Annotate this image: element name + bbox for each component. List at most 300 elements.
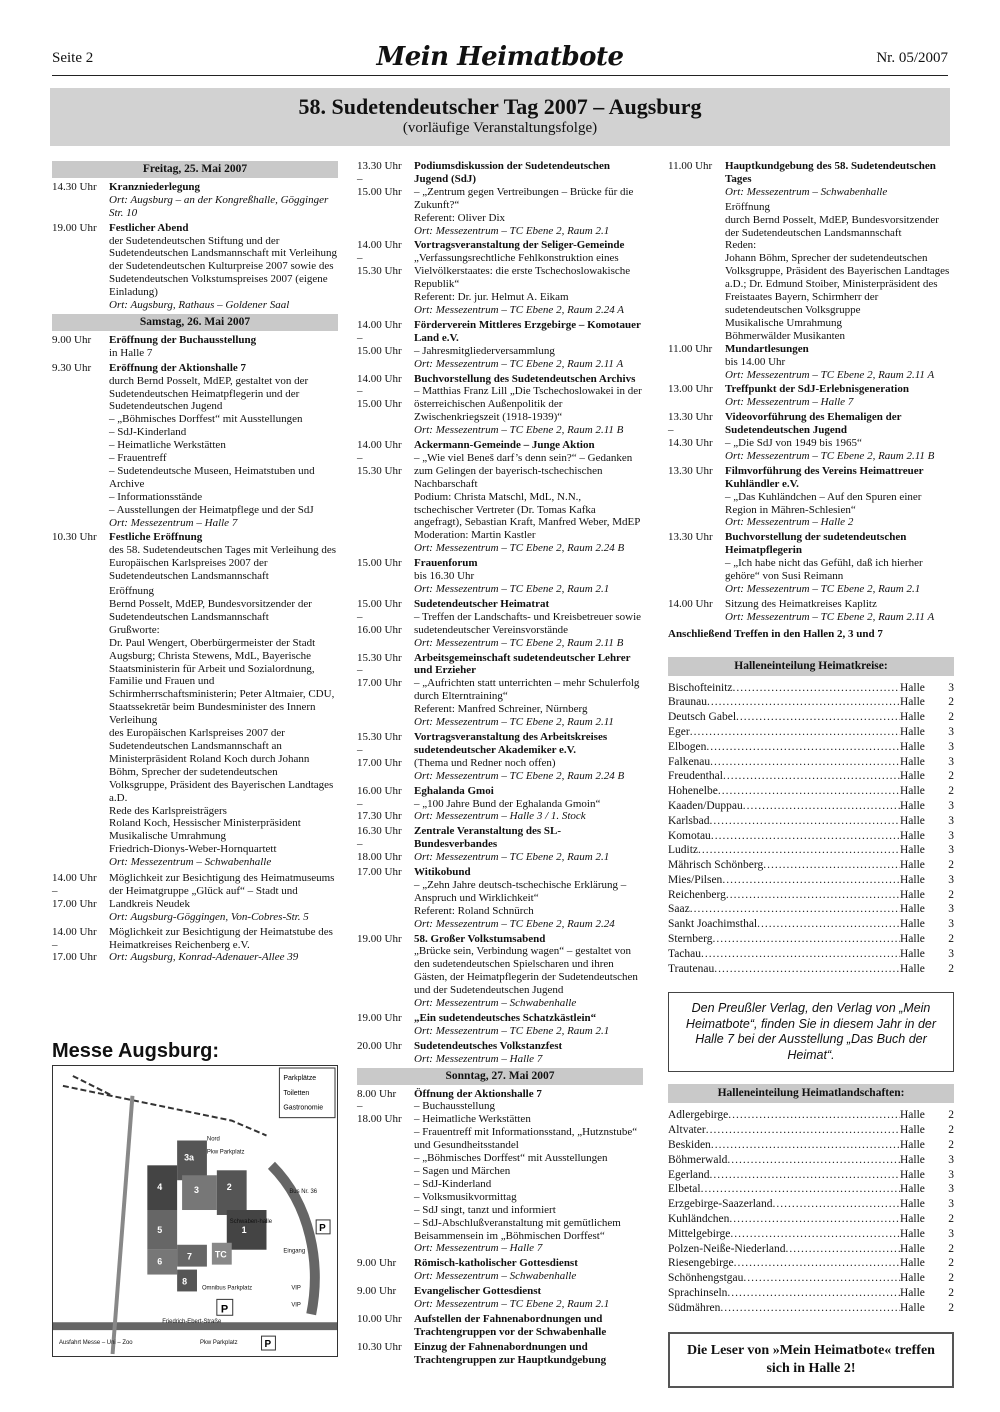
event-entry bbox=[357, 557, 643, 596]
dot-leader bbox=[727, 1153, 900, 1168]
event-entry bbox=[357, 1341, 643, 1367]
program-text: des Europäischen Karlspreises 2007 der Sudetendeutschen Landsmannschaft an Ministerpräsident Roland Koch durch Johann Böhm, Sprecher der sudetendeutschen Volksgruppe, Präsident des Bayerischen Landtages a.D. bbox=[109, 727, 334, 804]
event-time: 14.00 Uhr – 17.00 Uhr bbox=[52, 925, 97, 964]
program-subheading: Rede des Karlspreisträgers bbox=[109, 804, 227, 817]
issue-number: Nr. 05/2007 bbox=[876, 50, 948, 66]
event-body bbox=[725, 383, 954, 409]
event-location: Ort: Messezentrum – TC Ebene 2, Raum 2.11 A bbox=[414, 357, 624, 370]
hall-table-heimatkreise bbox=[668, 657, 954, 977]
program-text: Böhmerwälder Musikanten bbox=[725, 329, 846, 342]
hall-row-label: Halle bbox=[900, 785, 925, 798]
hall-row-name: Karlsbad bbox=[668, 814, 710, 827]
hall-row-name: Mittelgebirge bbox=[668, 1227, 731, 1240]
event-body bbox=[414, 1040, 643, 1066]
hall-row bbox=[668, 932, 954, 947]
event-body bbox=[414, 598, 643, 650]
event-line: – Frauentreff mit Informationsstand, „Hutznstube“ und Gesundheitsstandel bbox=[414, 1126, 638, 1152]
dot-leader bbox=[718, 784, 900, 799]
event-body bbox=[414, 1285, 643, 1311]
map-label-vip1: VIP bbox=[291, 1285, 301, 1292]
event-line: „Verfassungsrechtliche Fehlkonstruktion eines Vielvölkerstaates: die erste Tschechoslowakische Republik“ bbox=[414, 252, 631, 291]
dot-leader bbox=[713, 932, 900, 947]
hall-row-name: Schönhengstgau bbox=[668, 1272, 744, 1285]
event-line: – „Ich habe nicht das Gefühl, daß ich hierher gehöre“ von Susi Reimann bbox=[725, 557, 923, 583]
event-location: Ort: Augsburg-Göggingen, Von-Cobres-Str. 5 bbox=[109, 910, 309, 923]
event-location: Ort: Messezentrum – Halle 7 bbox=[414, 1242, 543, 1255]
event-body bbox=[109, 872, 338, 924]
event-title: Arbeitsgemeinschaft sudetendeutscher Lehrer und Erzieher bbox=[414, 651, 631, 677]
hall-row-number: 3 bbox=[948, 829, 954, 842]
hall-row-name: Sternberg bbox=[668, 933, 713, 946]
event-location: Ort: Messezentrum – TC Ebene 2, Raum 2.24 B bbox=[414, 542, 625, 555]
event-title: Frauenforum bbox=[414, 557, 478, 570]
map-label-eingang: Eingang bbox=[283, 1248, 306, 1255]
event-time: 14.00 Uhr – 15.00 Uhr bbox=[357, 318, 402, 357]
column-3 bbox=[668, 160, 954, 1388]
event-line: – Informationsstände bbox=[109, 490, 203, 503]
event-location: Ort: Messezentrum – TC Ebene 2, Raum 2.11 A bbox=[725, 368, 935, 381]
event-time: 15.30 Uhr – 17.00 Uhr bbox=[357, 730, 402, 769]
hall-row-label: Halle bbox=[900, 1227, 925, 1240]
event-line: Sitzung des Heimatkreises Kaplitz bbox=[725, 597, 877, 610]
hall-row-label: Halle bbox=[900, 947, 925, 960]
page-header bbox=[52, 42, 948, 76]
dot-leader bbox=[720, 1301, 900, 1316]
event-location: Ort: Messezentrum – TC Ebene 2, Raum 2.1 bbox=[414, 1024, 610, 1037]
event-title: Videovorführung des Ehemaligen der Sudetendeutschen Jugend bbox=[725, 411, 902, 437]
event-title: Vortragsveranstaltung der Seliger-Gemeinde bbox=[414, 239, 625, 252]
event-time: 13.30 Uhr – 15.00 Uhr bbox=[357, 160, 402, 198]
dot-leader bbox=[727, 1286, 900, 1301]
hall-label-3: 3 bbox=[194, 1185, 199, 1196]
event-line: der Sudetendeutschen Stiftung und der Sudetendeutschen Landsmannschaft mit Verleihung der Sudetendeutschen Kulturpreise 2007 sowie des Sudetendeutschen Volkstumspreises 2007 (eigene Einladung) bbox=[109, 234, 337, 299]
hall-row-label: Halle bbox=[900, 1272, 925, 1285]
event-time: 15.00 Uhr – 16.00 Uhr bbox=[357, 597, 402, 636]
hall-row-name: Beskiden bbox=[668, 1138, 711, 1151]
publisher-note: Den Preußler Verlag, den Verlag von „Mein Heimatbote“, finden Sie in diesem Jahr in der Halle 7 bei der Ausstellung „Das Buch der Heimat“. bbox=[668, 992, 954, 1072]
hall-label-6: 6 bbox=[157, 1256, 163, 1267]
event-title: Buchvorstellung der sudetendeutschen Heimatpflegerin bbox=[725, 531, 907, 557]
dot-leader bbox=[736, 710, 900, 725]
hall-row-name: Bischofteinitz bbox=[668, 681, 733, 694]
event-location: Ort: Messezentrum – Halle 7 bbox=[414, 1052, 543, 1065]
hall-table-landschaften bbox=[668, 1084, 954, 1315]
hall-row-number: 2 bbox=[948, 1109, 954, 1122]
after-note: Anschließend Treffen in den Hallen 2, 3 und 7 bbox=[668, 627, 883, 640]
event-body bbox=[109, 222, 338, 312]
dot-leader bbox=[743, 1271, 900, 1286]
hall-row-name: Falkenau bbox=[668, 755, 711, 768]
event-title: Treffpunkt der SdJ-Erlebnisgeneration bbox=[725, 383, 909, 396]
hall-row-name: Braunau bbox=[668, 696, 707, 709]
hall-row-name: Deutsch Gabel bbox=[668, 711, 737, 724]
hall-row bbox=[668, 1301, 954, 1316]
program-subheading: Reden: bbox=[725, 239, 757, 252]
hall-row-label: Halle bbox=[900, 1109, 925, 1122]
event-location: Ort: Messezentrum – TC Ebene 2, Raum 2.24 A bbox=[414, 303, 624, 316]
hall-label-3a: 3a bbox=[184, 1152, 195, 1163]
event-title: 58. Großer Volkstumsabend bbox=[414, 932, 546, 945]
newspaper-logo: Mein Heimatbote bbox=[376, 42, 624, 72]
event-line: durch Bernd Posselt, MdEP, gestaltet von der Sudetendeutschen Heimatpflegerin und der Sudetendeutschen Jugend bbox=[109, 374, 309, 413]
hall-row-number: 3 bbox=[948, 681, 954, 694]
event-title: Römisch-katholischer Gottesdienst bbox=[414, 1257, 578, 1270]
dot-leader bbox=[698, 843, 900, 858]
event-line: – SdJ-Abschlußveranstaltung mit gemütlichem Beisammensein im „Böhmischen Dorffest“ bbox=[414, 1216, 621, 1242]
hall-table-title: Halleneinteilung Heimatkreise: bbox=[668, 657, 954, 676]
hall-label-4: 4 bbox=[157, 1182, 163, 1193]
event-location: Ort: Messezentrum – TC Ebene 2, Raum 2.1 bbox=[414, 583, 610, 595]
hall-label-8: 8 bbox=[182, 1276, 188, 1287]
hall-row-label: Halle bbox=[900, 918, 925, 931]
event-body bbox=[109, 926, 338, 965]
event-time: 9.30 Uhr bbox=[52, 361, 92, 374]
hall-row-label: Halle bbox=[900, 814, 925, 827]
event-entry bbox=[52, 531, 338, 583]
hall-row-name: Egerland bbox=[668, 1168, 710, 1181]
hall-row bbox=[668, 799, 954, 814]
event-line: – SdJ-Kinderland bbox=[109, 426, 187, 439]
event-time: 15.00 Uhr bbox=[357, 557, 402, 570]
hall-row-label: Halle bbox=[900, 873, 925, 886]
hall-row bbox=[668, 1242, 954, 1257]
event-line: – „Wie viel Beneš darf’s denn sein?“ – Gedanken zum Gelingen der bayerisch-tschechischen Nachbarschaft bbox=[414, 451, 633, 490]
event-title: Hauptkundgebung des 58. Sudetendeutschen Tages bbox=[725, 160, 936, 185]
map-label-omnibus: Omnibus Parkplatz bbox=[201, 1285, 253, 1292]
svg-text:P: P bbox=[220, 1303, 229, 1316]
event-line: – „Zehn Jahre deutsch-tschechische Erklärung – Anspruch und Wirklichkeit“ bbox=[414, 878, 627, 904]
dot-leader bbox=[690, 725, 900, 740]
dot-leader bbox=[773, 1197, 900, 1212]
dot-leader bbox=[706, 740, 900, 755]
hall-row-number: 2 bbox=[948, 1272, 954, 1285]
program-text: Johann Böhm, Sprecher der sudetendeutschen Volksgruppe, Präsident des Bayerischen Landtages a.D.; Dr. Edmund Stoiber, Ministerpräsident des Freistaates Bayern, Schirmherr der sudetendeutschen Volksgruppe bbox=[725, 252, 950, 316]
event-location: Ort: Messezentrum – Halle 7 bbox=[725, 396, 854, 409]
event-title: Witikobund bbox=[414, 866, 471, 879]
dot-leader bbox=[734, 1256, 900, 1271]
event-title: Einzug der Fahnenabordnungen und Trachtengruppen zur Hauptkundgebung bbox=[414, 1340, 607, 1366]
event-line: bis 16.30 Uhr bbox=[414, 570, 475, 583]
subtitle: (vorläufige Veranstaltungsfolge) bbox=[402, 120, 598, 136]
event-time: 14.00 Uhr – 15.30 Uhr bbox=[357, 239, 402, 278]
event-line: Referent: Dr. jur. Helmut A. Eikam bbox=[414, 291, 569, 304]
event-body bbox=[725, 598, 954, 624]
svg-text:P: P bbox=[319, 1222, 326, 1234]
event-body bbox=[414, 1088, 643, 1256]
event-location: Ort: Augsburg, Rathaus – Goldener Saal bbox=[109, 299, 290, 312]
hall-row bbox=[668, 1256, 954, 1271]
hall-row-label: Halle bbox=[900, 1257, 925, 1270]
map-label-nord: Nord bbox=[206, 1136, 220, 1143]
hall-row-number: 3 bbox=[948, 740, 954, 753]
column-1 bbox=[52, 160, 338, 966]
hall-row bbox=[668, 1227, 954, 1242]
title-banner bbox=[50, 88, 950, 146]
event-body bbox=[725, 160, 954, 199]
event-body bbox=[109, 362, 338, 530]
hall-row bbox=[668, 902, 954, 917]
hall-row bbox=[668, 917, 954, 932]
event-body bbox=[109, 531, 338, 583]
event-location: Ort: Messezentrum – TC Ebene 2, Raum 2.1 bbox=[414, 851, 610, 864]
dot-leader bbox=[726, 888, 900, 903]
hall-row-label: Halle bbox=[900, 1138, 925, 1151]
hall-row-number: 3 bbox=[948, 725, 954, 738]
dot-leader bbox=[710, 814, 900, 829]
event-location: Ort: Messezentrum – Schwabenhalle bbox=[414, 1270, 577, 1283]
event-title: Buchvorstellung des Sudetendeutschen Archivs bbox=[414, 372, 636, 385]
hall-row bbox=[668, 1286, 954, 1301]
event-location: Ort: Messezentrum – TC Ebene 2, Raum 2.11 B bbox=[414, 636, 624, 649]
event-line: – „Aufrichten statt unterrichten – mehr Schulerfolg durch Elterntraining“ bbox=[414, 677, 640, 703]
legend-gastro: Gastronomie bbox=[283, 1104, 324, 1112]
event-entry bbox=[52, 222, 338, 312]
event-entry bbox=[357, 439, 643, 555]
hall-row-label: Halle bbox=[900, 962, 925, 975]
hall-row-number: 3 bbox=[948, 947, 954, 960]
event-title: Festliche Eröffnung bbox=[109, 531, 203, 544]
dot-leader bbox=[710, 755, 900, 770]
hall-row-label: Halle bbox=[900, 740, 925, 753]
event-title: Eröffnung der Aktionshalle 7 bbox=[109, 361, 247, 374]
map-title: Messe Augsburg: bbox=[52, 1040, 220, 1062]
event-line: Referent: Manfred Schreiner, Nürnberg bbox=[414, 703, 588, 716]
event-line: bis 14.00 Uhr bbox=[725, 355, 786, 368]
program-text: Roland Koch, Hessischer Ministerpräsident bbox=[109, 817, 301, 830]
event-body bbox=[414, 933, 643, 1010]
event-time: 11.00 Uhr bbox=[668, 160, 713, 172]
hall-row-name: Kaaden/Duppau bbox=[668, 799, 743, 812]
day-heading-sunday: Sonntag, 27. Mai 2007 bbox=[357, 1068, 643, 1085]
event-location: Ort: Augsburg – an der Kongreßhalle, Gögginger Str. 10 bbox=[109, 193, 329, 219]
hall-row bbox=[668, 1108, 954, 1123]
event-entry bbox=[52, 872, 338, 924]
event-line: „Brücke sein, Verbindung wagen“ – gestaltet von den sudetendeutschen Spielscharen und ihren Gästen, der Heimatpflegerin der Sudetendeutschen und der Sudetendeutschen Jugend bbox=[414, 945, 638, 997]
day-heading-saturday: Samstag, 26. Mai 2007 bbox=[52, 314, 338, 331]
hall-row bbox=[668, 769, 954, 784]
event-line: (Thema und Redner noch offen) bbox=[414, 756, 556, 769]
event-entry bbox=[357, 319, 643, 371]
event-line: – „Böhmisches Dorffest“ mit Ausstellungen bbox=[414, 1152, 608, 1165]
hall-row-label: Halle bbox=[900, 1286, 925, 1299]
event-line: Möglichkeit zur Besichtigung der Heimatstube des Heimatkreises Reichenberg e.V. bbox=[109, 925, 333, 951]
hall-row bbox=[668, 740, 954, 755]
event-line: – „100 Jahre Bund der Eghalanda Gmoin“ bbox=[414, 797, 601, 810]
event-entry bbox=[357, 1012, 643, 1038]
hall-row bbox=[668, 947, 954, 962]
dot-leader bbox=[701, 1182, 900, 1197]
event-body bbox=[414, 1341, 643, 1367]
map-label-schwabenhalle: Schwaben-halle bbox=[229, 1218, 273, 1225]
event-line: – Heimatliche Werkstätten bbox=[414, 1113, 531, 1126]
legend-toilets: Toiletten bbox=[283, 1089, 310, 1097]
event-line: – „Das Kuhländchen – Auf den Spuren einer Region in Mähren-Schlesien“ bbox=[725, 490, 922, 516]
event-title: Vortragsveranstaltung des Arbeitskreises sudetendeutscher Akademiker e.V. bbox=[414, 730, 608, 756]
event-body bbox=[109, 334, 338, 360]
map-label-vip2: VIP bbox=[291, 1302, 301, 1309]
dot-leader bbox=[711, 1138, 900, 1153]
hall-row-number: 3 bbox=[948, 1153, 954, 1166]
dot-leader bbox=[707, 695, 900, 710]
hall-row bbox=[668, 1197, 954, 1212]
event-entry bbox=[357, 373, 643, 438]
hall-row-number: 2 bbox=[948, 1124, 954, 1137]
hall-row-label: Halle bbox=[900, 1153, 925, 1166]
event-entry bbox=[52, 926, 338, 965]
hall-table-title: Halleneinteilung Heimatlandschaften: bbox=[668, 1084, 954, 1103]
hall-row-label: Halle bbox=[900, 888, 925, 901]
event-entry bbox=[52, 362, 338, 530]
reader-note: Die Leser von »Mein Heimatbote« treffen sich in Halle 2! bbox=[668, 1332, 954, 1388]
dot-leader bbox=[711, 829, 900, 844]
event-title: Mundartlesungen bbox=[725, 342, 809, 355]
event-line: – Jahresmitgliederversammlung bbox=[414, 344, 555, 357]
event-body bbox=[414, 557, 643, 596]
hall-row-number: 3 bbox=[948, 1198, 954, 1211]
hall-row bbox=[668, 1212, 954, 1227]
hall-row bbox=[668, 962, 954, 977]
event-body bbox=[414, 1313, 643, 1339]
hall-row-number: 3 bbox=[948, 918, 954, 931]
hall-row-name: Elbetal bbox=[668, 1183, 701, 1196]
event-entry bbox=[668, 383, 954, 409]
dot-leader bbox=[690, 902, 900, 917]
event-time: 13.30 Uhr bbox=[668, 531, 713, 544]
hall-row-number: 2 bbox=[948, 1212, 954, 1225]
event-time: 14.00 Uhr bbox=[668, 597, 713, 610]
event-location: Ort: Messezentrum – TC Ebene 2, Raum 2.11 B bbox=[414, 424, 624, 437]
dot-leader bbox=[710, 1168, 900, 1183]
hall-row bbox=[668, 829, 954, 844]
event-line: – „Zentrum gegen Vertreibungen – Brücke für die Zukunft?“ bbox=[414, 185, 634, 211]
hall-row-name: Elbogen bbox=[668, 740, 707, 753]
event-line: – „Böhmisches Dorffest“ mit Ausstellungen bbox=[109, 413, 303, 426]
hall-row-label: Halle bbox=[900, 681, 925, 694]
event-time: 16.30 Uhr – 18.00 Uhr bbox=[357, 825, 402, 864]
hall-row-number: 2 bbox=[948, 1257, 954, 1270]
event-entry bbox=[357, 1040, 643, 1066]
event-time: 13.30 Uhr bbox=[668, 464, 713, 477]
hall-row bbox=[668, 888, 954, 903]
event-line: – Frauentreff bbox=[109, 452, 167, 465]
event-location: Ort: Messezentrum – TC Ebene 2, Raum 2.11 B bbox=[725, 449, 935, 462]
event-time: 17.00 Uhr bbox=[357, 866, 402, 879]
hall-row-name: Luditz bbox=[668, 844, 699, 857]
hall-row bbox=[668, 1182, 954, 1197]
program-subheading: Eröffnung bbox=[109, 585, 155, 598]
hall-row-number: 3 bbox=[948, 1168, 954, 1181]
event-entry bbox=[357, 866, 643, 931]
event-time: 8.00 Uhr – 18.00 Uhr bbox=[357, 1087, 402, 1126]
event-entry bbox=[668, 465, 954, 530]
event-time: 9.00 Uhr bbox=[357, 1285, 397, 1298]
hall-row-number: 3 bbox=[948, 799, 954, 812]
hall-row-name: Riesengebirge bbox=[668, 1257, 734, 1270]
hall-row bbox=[668, 681, 954, 696]
event-entry bbox=[357, 239, 643, 316]
dot-leader bbox=[723, 769, 900, 784]
hall-row bbox=[668, 755, 954, 770]
event-location: Ort: Messezentrum – TC Ebene 2, Raum 2.1 bbox=[725, 583, 921, 595]
dot-leader bbox=[786, 1242, 900, 1257]
dot-leader bbox=[763, 858, 900, 873]
hall-row-name: Sankt Joachimsthal bbox=[668, 918, 758, 931]
event-time: 10.00 Uhr bbox=[357, 1312, 402, 1325]
event-title: Evangelischer Gottesdienst bbox=[414, 1285, 542, 1298]
event-location: Ort: Messezentrum – TC Ebene 2, Raum 2.11 bbox=[414, 716, 614, 729]
event-entry bbox=[668, 531, 954, 596]
dot-leader bbox=[722, 873, 900, 888]
hall-row-name: Mährisch Schönberg bbox=[668, 859, 764, 872]
event-entry bbox=[357, 1088, 643, 1256]
hall-row-name: Reichenberg bbox=[668, 888, 726, 901]
hall-row-number: 2 bbox=[948, 1138, 954, 1151]
hall-label-1: 1 bbox=[241, 1224, 247, 1235]
hall-row-number: 2 bbox=[948, 859, 954, 872]
event-line: – Sudetendeutsche Museen, Heimatstuben und Archive bbox=[109, 464, 315, 490]
event-line: Referent: Oliver Dix bbox=[414, 211, 506, 224]
map-label-bus: Bus Nr. 36 bbox=[289, 1189, 318, 1196]
event-line: – Heimatliche Werkstätten bbox=[109, 439, 226, 452]
event-line: – Matthias Franz Lill „Die Tschechoslowakei in der österreichischen Außenpolitik der Zwischenkriegszeit (1918-1939)“ bbox=[414, 385, 642, 424]
event-body bbox=[414, 239, 643, 316]
hall-row-number: 2 bbox=[948, 696, 954, 709]
page-number: Seite 2 bbox=[52, 50, 94, 66]
hall-row-label: Halle bbox=[900, 1198, 925, 1211]
event-location: Ort: Messezentrum – TC Ebene 2, Raum 2.11 A bbox=[725, 610, 935, 623]
event-body bbox=[414, 866, 643, 931]
event-location: Ort: Messezentrum – TC Ebene 2, Raum 2.1 bbox=[414, 224, 610, 237]
event-title: Öffnung der Aktionshalle 7 bbox=[414, 1087, 542, 1100]
main-title: 58. Sudetendeutscher Tag 2007 – Augsburg bbox=[298, 94, 702, 119]
hall-row-label: Halle bbox=[900, 725, 925, 738]
event-time: 10.30 Uhr bbox=[357, 1340, 402, 1353]
column-2 bbox=[357, 160, 643, 1369]
hall-row-name: Eger bbox=[668, 725, 690, 738]
event-entry bbox=[357, 1313, 643, 1339]
event-location: Ort: Augsburg, Konrad-Adenauer-Allee 39 bbox=[109, 951, 299, 964]
event-title: Eröffnung der Buchausstellung bbox=[109, 333, 257, 346]
event-entry bbox=[668, 343, 954, 382]
event-entry bbox=[357, 652, 643, 729]
event-entry bbox=[357, 160, 643, 237]
hall-row-label: Halle bbox=[900, 903, 925, 916]
event-location: Ort: Messezentrum – Halle 7 bbox=[109, 516, 238, 529]
hall-row-label: Halle bbox=[900, 711, 925, 724]
event-time: 11.00 Uhr bbox=[668, 342, 713, 355]
event-time: 14.00 Uhr – 15.00 Uhr bbox=[357, 372, 402, 411]
hall-row-name: Freudenthal bbox=[668, 770, 723, 783]
event-body bbox=[414, 731, 643, 783]
hall-label-7: 7 bbox=[187, 1251, 193, 1262]
event-body bbox=[414, 439, 643, 555]
hall-row-name: Mies/Pilsen bbox=[668, 873, 723, 886]
event-time: 20.00 Uhr bbox=[357, 1039, 402, 1052]
hall-label-5: 5 bbox=[157, 1224, 163, 1235]
program-text: Dr. Paul Wengert, Oberbürgermeister der Stadt Augsburg; Christa Stewens, MdL, Bayerische Staatsministerin für Arbeit und Sozialordnung, Familie und Frauen und Schirmherrschaftsministerin; Peter Altmaier, CDU, Staatssekretär beim Bundesminister des Innern bbox=[109, 636, 335, 714]
event-body bbox=[414, 160, 643, 237]
map-label-pkw-bottom: Pkw Parkplatz bbox=[199, 1340, 238, 1347]
event-entry bbox=[668, 411, 954, 463]
hall-row-name: Sprachinseln bbox=[668, 1286, 728, 1299]
event-time: 9.00 Uhr bbox=[52, 333, 92, 346]
program-text: durch Bernd Posselt, MdEP, Bundesvorsitzender der Sudetendeutschen Landsmannschaft bbox=[725, 213, 939, 239]
hall-row-label: Halle bbox=[900, 755, 925, 768]
hall-row-label: Halle bbox=[900, 1124, 925, 1137]
hall-row-number: 2 bbox=[948, 1301, 954, 1314]
hall-row-label: Halle bbox=[900, 933, 925, 946]
hall-row-number: 2 bbox=[948, 888, 954, 901]
